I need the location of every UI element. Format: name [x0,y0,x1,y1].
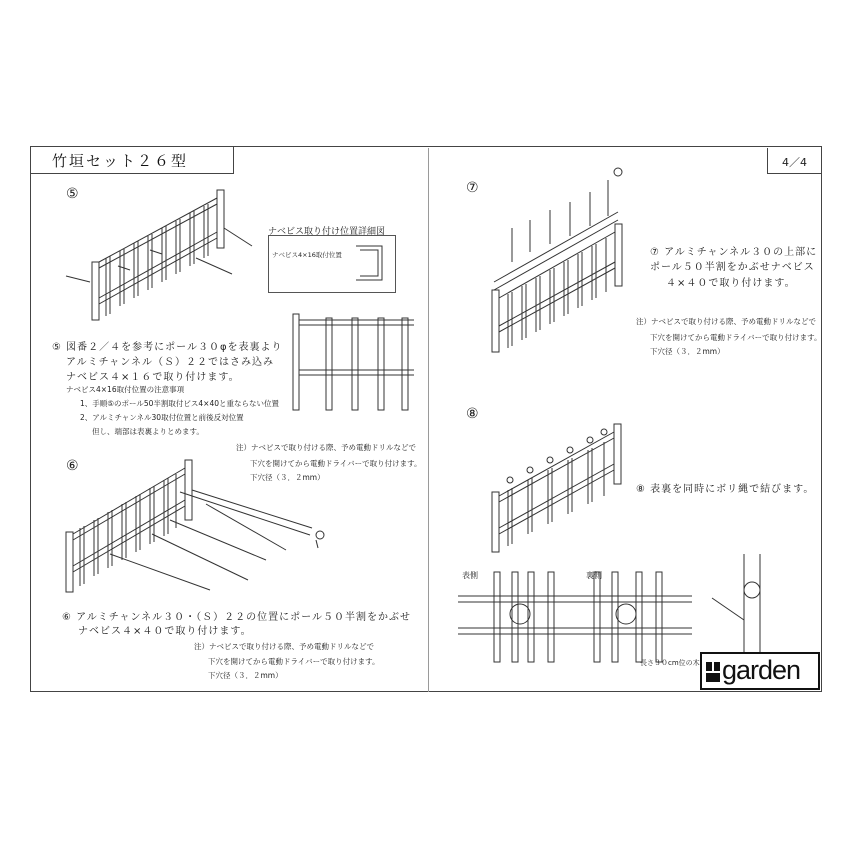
step5-note-2: 2、アルミチャンネル30取付位置と前後反対位置 [80,413,244,422]
step5-caution-line2: 下穴を開けてから電動ドライバーで取り付けます。 [250,459,422,468]
step6-instruction-line1: ⑥ アルミチャンネル３０・（Ｓ）２２の位置にポール５０半割をかぶせ [62,612,411,623]
wood-length-label: 長さ３０cm位の木 [640,659,700,667]
step5-note-1: 1、手順⑤のポール50半割取付ビス4×40と重ならない位置 [80,399,279,408]
detail-diagram-title: ナベビス取り付け位置詳細図 [268,227,386,237]
fence-illustration-step7 [492,168,622,352]
detail-diagram-box [268,235,396,293]
step5-instruction-line3: ナベビス４×１６で取り付けます。 [66,372,240,383]
fence-detail-illustration [293,314,414,410]
step7-caution-line3: 下穴径（３．２mm） [650,347,725,356]
step7-number: ⑦ [466,180,479,196]
step6-caution-line2: 下穴を開けてから電動ドライバーで取り付けます。 [208,657,380,666]
step7-instruction-line2: ポール５０半割をかぶせナベビス [650,262,815,273]
brand-logo [700,652,820,690]
step5-note-3: 但し、端部は表裏よりとめます。 [92,427,204,436]
logo-text: garden [722,655,801,685]
step6-caution-line1: 注）ナベビスで取り付ける際、予め電動ドリルなどで [194,642,374,651]
step5-number: ⑤ [66,186,79,202]
step5-caution-line1: 注）ナベビスで取り付ける際、予め電動ドリルなどで [236,443,416,452]
step5-instruction-line1: ⑤ 図番２／４を参考にポール３０φを表裏より [52,342,283,353]
front-side-label: 表側 [462,571,478,580]
detail-diagram-label: ナベビス4×16取付位置 [272,251,342,259]
step6-number: ⑥ [66,458,79,474]
step6-instruction-line2: ナベビス４×４０で取り付けます。 [78,626,252,637]
step7-caution-line1: 注）ナベビスで取り付ける際、予め電動ドリルなどで [636,317,816,326]
fence-illustration-step5 [66,190,252,320]
step8-number: ⑧ [466,406,479,422]
step5-note-heading: ナベビス4×16取付位置の注意事項 [66,385,185,394]
step7-caution-line2: 下穴を開けてから電動ドライバーで取り付けます。 [650,333,822,342]
step7-instruction-line1: ⑦ アルミチャンネル３０の上部に [650,247,818,258]
step5-instruction-line2: アルミチャンネル（Ｓ）２２ではさみ込み [66,357,274,368]
page-number: 4／4 [782,156,807,169]
fence-illustration-step8 [492,424,621,552]
page-title: 竹垣セット２６型 [52,152,189,170]
step7-instruction-line3: ４×４０で取り付けます。 [666,278,796,289]
step8-instruction-line1: ⑧ 表裏を同時にボリ縄で結びます。 [636,484,815,495]
back-side-label: 裏側 [586,571,602,580]
logo-mark-icon [706,662,720,682]
step5-caution-line3: 下穴径（３．２mm） [250,473,325,482]
step6-caution-line3: 下穴径（３．２mm） [208,671,283,680]
